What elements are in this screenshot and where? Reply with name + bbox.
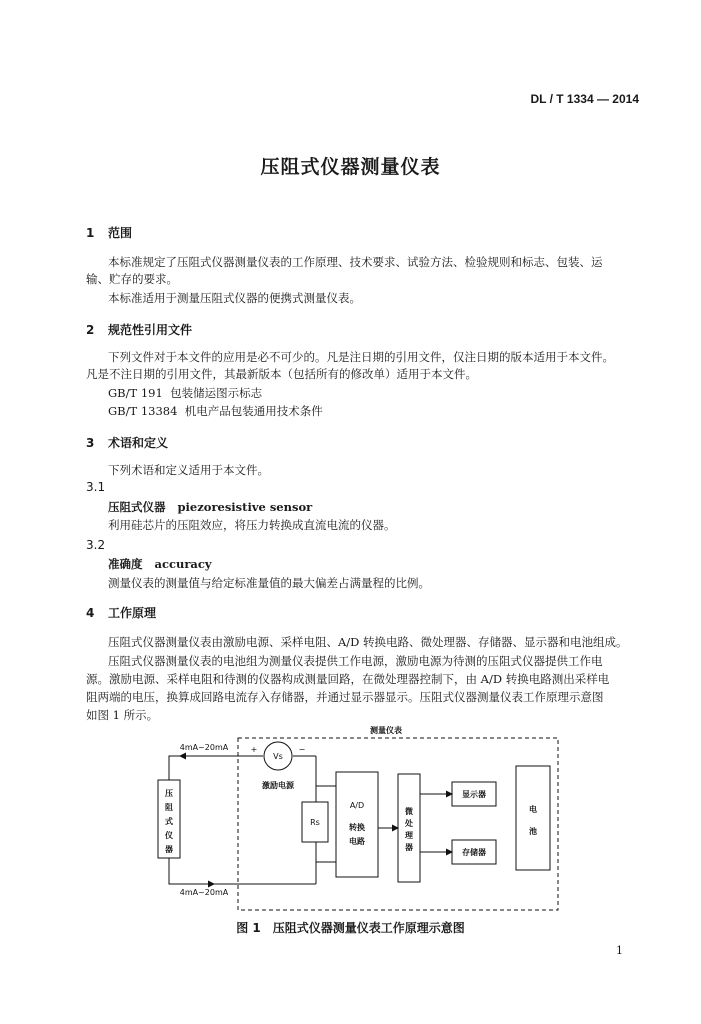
section-2-para-line-2: 凡是不注日期的引用文件，其最新版本（包括所有的修改单）适用于本文件。 (86, 367, 477, 381)
figure-caption: 图 1 压阻式仪器测量仪表工作原理示意图 (236, 921, 465, 935)
bottom-loop-wire (169, 858, 238, 884)
section-4-para-2-line-4: 如图 1 所示。 (86, 708, 159, 722)
page-number: 1 (616, 944, 623, 957)
reference-title: 包装储运图示标志 (170, 386, 263, 400)
term-number: 3.2 (86, 538, 106, 552)
resistor-label: Rs (310, 818, 320, 827)
plus-sign: + (250, 745, 258, 754)
adc-label-line-3: 电路 (349, 837, 365, 846)
standard-code: DL / T 1334 — 2014 (530, 92, 639, 106)
mcu-char: 微 (405, 807, 413, 816)
term-zh: 压阻式仪器 (108, 500, 166, 514)
memory-label: 存储器 (462, 848, 486, 857)
current-label-bottom: 4mA~20mA (179, 888, 229, 897)
top-loop-wire (169, 756, 238, 780)
excitation-source-label: 激励电源 (262, 781, 294, 790)
section-1-number: 1 (86, 226, 95, 240)
section-4-para-2-line-2: 源。激励电源、采样电阻和待测的仪器构成测量回路，在微处理器控制下，由 A/D 转换电路测出采样电 (86, 672, 610, 686)
battery-block (516, 766, 550, 870)
term-heading (108, 499, 312, 515)
section-2-number: 2 (86, 323, 95, 337)
current-label-top: 4mA~20mA (179, 743, 229, 752)
instrument-title: 测量仪表 (370, 726, 402, 735)
battery-char: 池 (529, 827, 537, 836)
sensor-char: 器 (165, 845, 173, 854)
reference-item (108, 385, 262, 401)
section-4-para-2-line-3: 阻两端的电压，换算成回路电流存入存储器，并通过显示器显示。压阻式仪器测量仪表工作原理示意图 (86, 690, 604, 704)
sensor-char: 仪 (165, 831, 173, 840)
section-1-title: 范围 (108, 226, 133, 240)
section-3-intro: 下列术语和定义适用于本文件。 (108, 463, 269, 477)
term-zh: 准确度 (108, 557, 143, 571)
reference-title: 机电产品包装通用技术条件 (184, 404, 323, 418)
reference-item (108, 403, 323, 419)
minus-sign: − (298, 745, 306, 754)
mcu-block (398, 774, 420, 882)
section-2-heading (86, 321, 192, 338)
reference-code: GB/T 191 (108, 386, 163, 400)
term-en: piezoresistive sensor (177, 500, 313, 514)
section-4-para-2-line-1: 压阻式仪器测量仪表的电池组为测量仪表提供工作电源，激励电源为待测的压阻式仪器提供工作电 (108, 654, 603, 668)
term-number: 3.1 (86, 480, 106, 494)
adc-label-line-2: 转换 (349, 823, 365, 832)
sensor-char: 压 (165, 789, 173, 798)
mcu-char: 器 (405, 843, 413, 852)
working-principle-diagram (150, 722, 570, 917)
term-definition: 利用硅芯片的压阻效应，将压力转换成直流电流的仪器。 (108, 518, 396, 532)
term-en: accuracy (154, 557, 212, 571)
display-label: 显示器 (462, 790, 486, 799)
section-3-number: 3 (86, 436, 95, 450)
mcu-char: 处 (405, 819, 413, 828)
sensor-char: 式 (165, 817, 173, 826)
mcu-char: 理 (405, 831, 413, 840)
document-title: 压阻式仪器测量仪表 (260, 156, 441, 178)
section-1-para-2: 本标准适用于测量压阻式仪器的便携式测量仪表。 (108, 291, 361, 305)
battery-char: 电 (529, 805, 537, 814)
voltage-source-label: Vs (273, 752, 283, 761)
section-4-number: 4 (86, 606, 95, 620)
adc-label-line-1: A/D (349, 801, 365, 810)
section-2-para-line-1: 下列文件对于本文件的应用是必不可少的。凡是注日期的引用文件，仅注日期的版本适用于本文件。 (108, 350, 614, 364)
section-4-heading (86, 604, 156, 621)
section-3-heading (86, 434, 168, 451)
section-1-heading (86, 224, 132, 241)
section-3-title: 术语和定义 (108, 436, 169, 450)
section-1-para-1-line-1: 本标准规定了压阻式仪器测量仪表的工作原理、技术要求、试验方法、检验规则和标志、包装、运 (108, 255, 603, 269)
term-definition: 测量仪表的测量值与给定标准量值的最大偏差占满量程的比例。 (108, 576, 430, 590)
section-4-title: 工作原理 (108, 606, 157, 620)
section-2-title: 规范性引用文件 (108, 323, 193, 337)
section-1-para-1-line-2: 输、贮存的要求。 (86, 272, 178, 286)
sensor-char: 阻 (165, 803, 173, 812)
term-heading (108, 556, 212, 572)
reference-code: GB/T 13384 (108, 404, 178, 418)
section-4-para-1: 压阻式仪器测量仪表由激励电源、采样电阻、A/D 转换电路、微处理器、存储器、显示器和电池组成。 (108, 635, 628, 649)
